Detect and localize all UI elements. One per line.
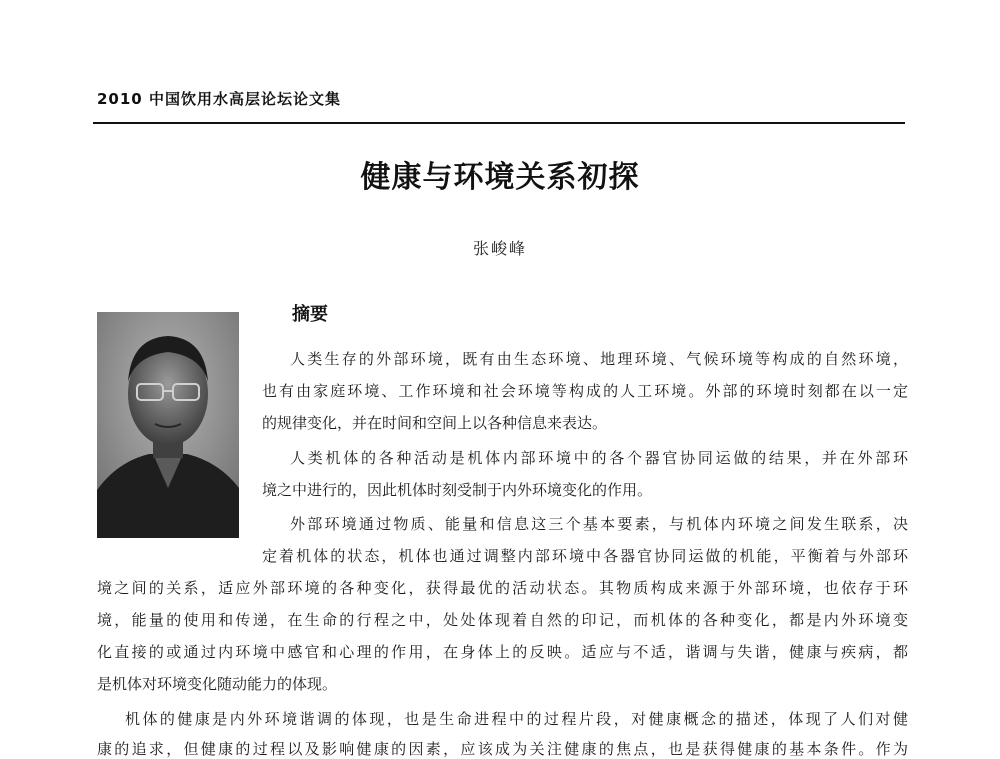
abstract-heading: 摘要 [292, 304, 328, 325]
body-line: 康的追求，但健康的过程以及影响健康的因素，应该成为关注健康的焦点，也是获得健康的基本条件。作为 [97, 740, 908, 758]
body-line: 的规律变化，并在时间和空间上以各种信息来表达。 [262, 414, 608, 432]
article-title: 健康与环境关系初探 [360, 160, 640, 195]
body-line: 是机体对环境变化随动能力的体现。 [97, 675, 338, 693]
header-rule [93, 122, 905, 124]
body-line: 境之间的关系，适应外部环境的各种变化，获得最优的活动状态。其物质构成来源于外部环境，也依存于环 [97, 579, 908, 597]
body-line: 定着机体的状态，机体也通过调整内部环境中各器官协同运做的机能，平衡着与外部环 [262, 547, 908, 565]
body-line: 人类机体的各种活动是机体内部环境中的各个器官协同运做的结果，并在外部环 [290, 449, 908, 467]
body-line: 也有由家庭环境、工作环境和社会环境等构成的人工环境。外部的环境时刻都在以一定 [262, 382, 908, 400]
author-photo [97, 312, 239, 538]
body-line: 外部环境通过物质、能量和信息这三个基本要素，与机体内环境之间发生联系，决 [290, 515, 908, 533]
body-line: 化直接的或通过内环境中感官和心理的作用，在身体上的反映。适应与不适，谐调与失谐，健康与疾病，都 [97, 643, 908, 661]
portrait-icon [97, 312, 239, 538]
author-name: 张峻峰 [472, 239, 527, 258]
body-line: 境，能量的使用和传递，在生命的行程之中，处处体现着自然的印记，而机体的各种变化，都是内外环境变 [97, 611, 908, 629]
running-head: 2010 中国饮用水高层论坛论文集 [97, 90, 341, 108]
body-line: 机体的健康是内外环境谐调的体现，也是生命进程中的过程片段，对健康概念的描述，体现了人们对健 [125, 710, 908, 728]
body-line: 境之中进行的，因此机体时刻受制于内外环境变化的作用。 [262, 481, 653, 499]
body-line: 人类生存的外部环境，既有由生态环境、地理环境、气候环境等构成的自然环境， [290, 350, 908, 368]
